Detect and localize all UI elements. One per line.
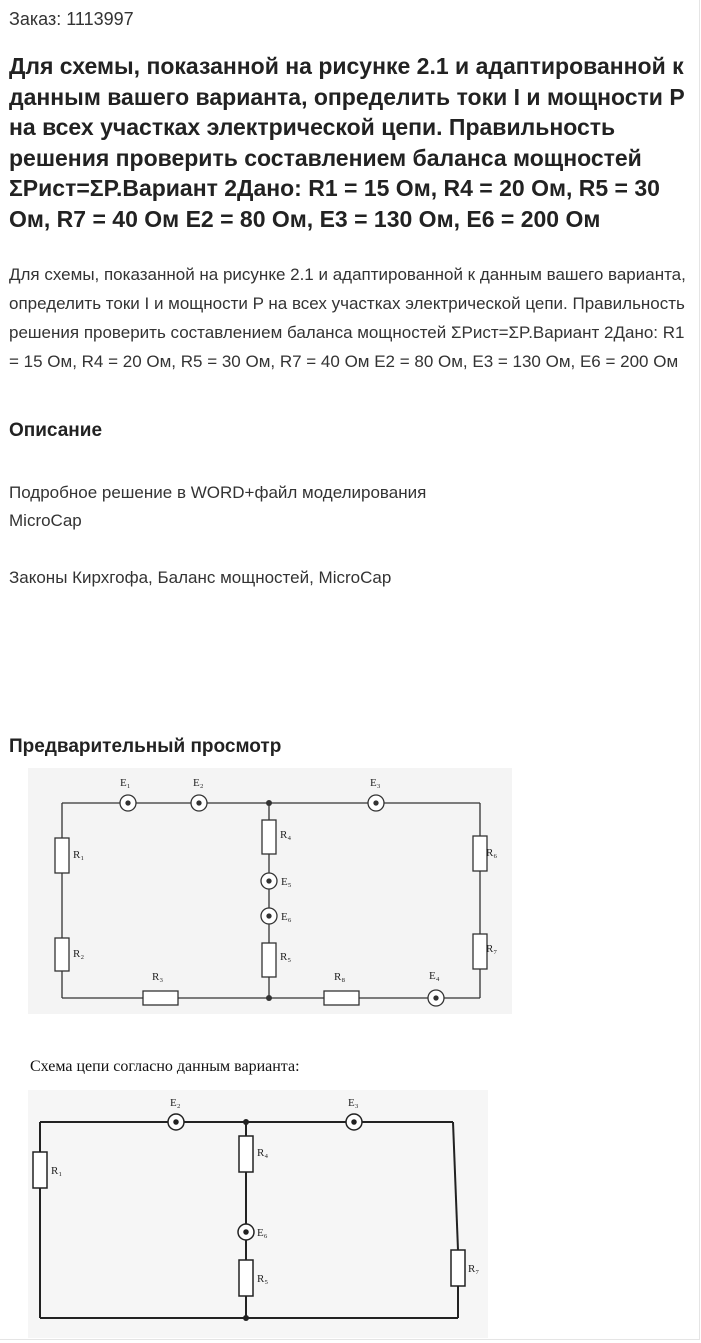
circuit-node — [266, 800, 272, 806]
preview-heading: Предварительный просмотр — [9, 736, 282, 757]
circuit-diagram — [28, 1090, 488, 1338]
label-r5: R₅ — [257, 1273, 269, 1285]
label-r3: R₃ — [152, 971, 164, 983]
resistor-r4 — [262, 820, 276, 854]
order-number: Заказ: 1113997 — [9, 9, 134, 29]
label-r4: R₄ — [280, 829, 292, 841]
resistor-r5 — [239, 1260, 253, 1296]
source-e1 — [120, 795, 136, 811]
description-line: MicroCap — [9, 511, 82, 530]
resistor-r3 — [143, 991, 178, 1005]
label-r6: R₆ — [486, 847, 498, 859]
source-e6 — [238, 1224, 254, 1240]
description-line: Подробное решение в WORD+файл моделирования — [9, 483, 427, 502]
page-title: Для схемы, показанной на рисунке 2.1 и адаптированной к данным вашего варианта, определить токи I и мощности P на всех участках электрической цепи. Правильность решения проверить составлением баланса мощностей ΣPист=ΣP.Вариант 2Дано: R1 = 15 Ом, R4 = 20 Ом, R5 = 30 Ом, R7 = 40 Ом E2 = 80 Ом, E3 = 130 Ом, E6 = 200 Ом — [9, 53, 685, 232]
circuit-figure-variant — [28, 1090, 488, 1338]
resistor-r4 — [239, 1136, 253, 1172]
label-r7: R₇ — [486, 943, 498, 955]
resistor-r5 — [262, 943, 276, 977]
source-e6 — [261, 908, 277, 924]
source-e3 — [346, 1114, 362, 1130]
label-e2: E₂ — [170, 1097, 181, 1109]
description-tags: Законы Кирхгофа, Баланс мощностей, MicroCap — [9, 568, 392, 587]
description-heading: Описание — [9, 420, 103, 441]
circuit-diagram — [28, 768, 512, 1014]
resistor-r1 — [55, 838, 69, 873]
label-r1: R₁ — [51, 1165, 63, 1177]
source-e2 — [168, 1114, 184, 1130]
resistor-r8 — [324, 991, 359, 1005]
task-text: Для схемы, показанной на рисунке 2.1 и адаптированной к данным вашего варианта, определить токи I и мощности P на всех участках электрической цепи. Правильность решения проверить составлением баланса мощностей ΣPист=ΣP.Вариант 2Дано: R1 = 15 Ом, R4 = 20 Ом, R5 = 30 Ом, R7 = 40 Ом E2 = 80 Ом, E3 = 130 Ом, E6 = 200 Ом — [9, 265, 686, 371]
source-e3 — [368, 795, 384, 811]
label-r4: R₄ — [257, 1147, 269, 1159]
label-r1: R₁ — [73, 849, 85, 861]
label-e1: E₁ — [120, 777, 131, 789]
label-e5: E₅ — [281, 876, 292, 888]
label-e2: E₂ — [193, 777, 204, 789]
circuit-node — [266, 995, 272, 1001]
resistor-r1 — [33, 1152, 47, 1188]
label-e3: E₃ — [370, 777, 381, 789]
label-e6: E₆ — [257, 1227, 268, 1239]
figure-caption: Схема цепи согласно данным варианта: — [30, 1058, 300, 1075]
label-e6: E₆ — [281, 911, 292, 923]
resistor-r7 — [473, 934, 487, 969]
circuit-node — [243, 1119, 249, 1125]
source-e2 — [191, 795, 207, 811]
circuit-node — [243, 1315, 249, 1321]
source-e4 — [428, 990, 444, 1006]
label-e3: E₃ — [348, 1097, 359, 1109]
label-r8: R₈ — [334, 971, 346, 983]
source-e5 — [261, 873, 277, 889]
label-r5: R₅ — [280, 951, 292, 963]
resistor-r2 — [55, 938, 69, 971]
label-e4: E₄ — [429, 970, 440, 982]
label-r7: R₇ — [468, 1263, 480, 1275]
circuit-figure-original — [28, 768, 512, 1014]
label-r2: R₂ — [73, 948, 85, 960]
resistor-r7 — [451, 1250, 465, 1286]
resistor-r6 — [473, 836, 487, 871]
